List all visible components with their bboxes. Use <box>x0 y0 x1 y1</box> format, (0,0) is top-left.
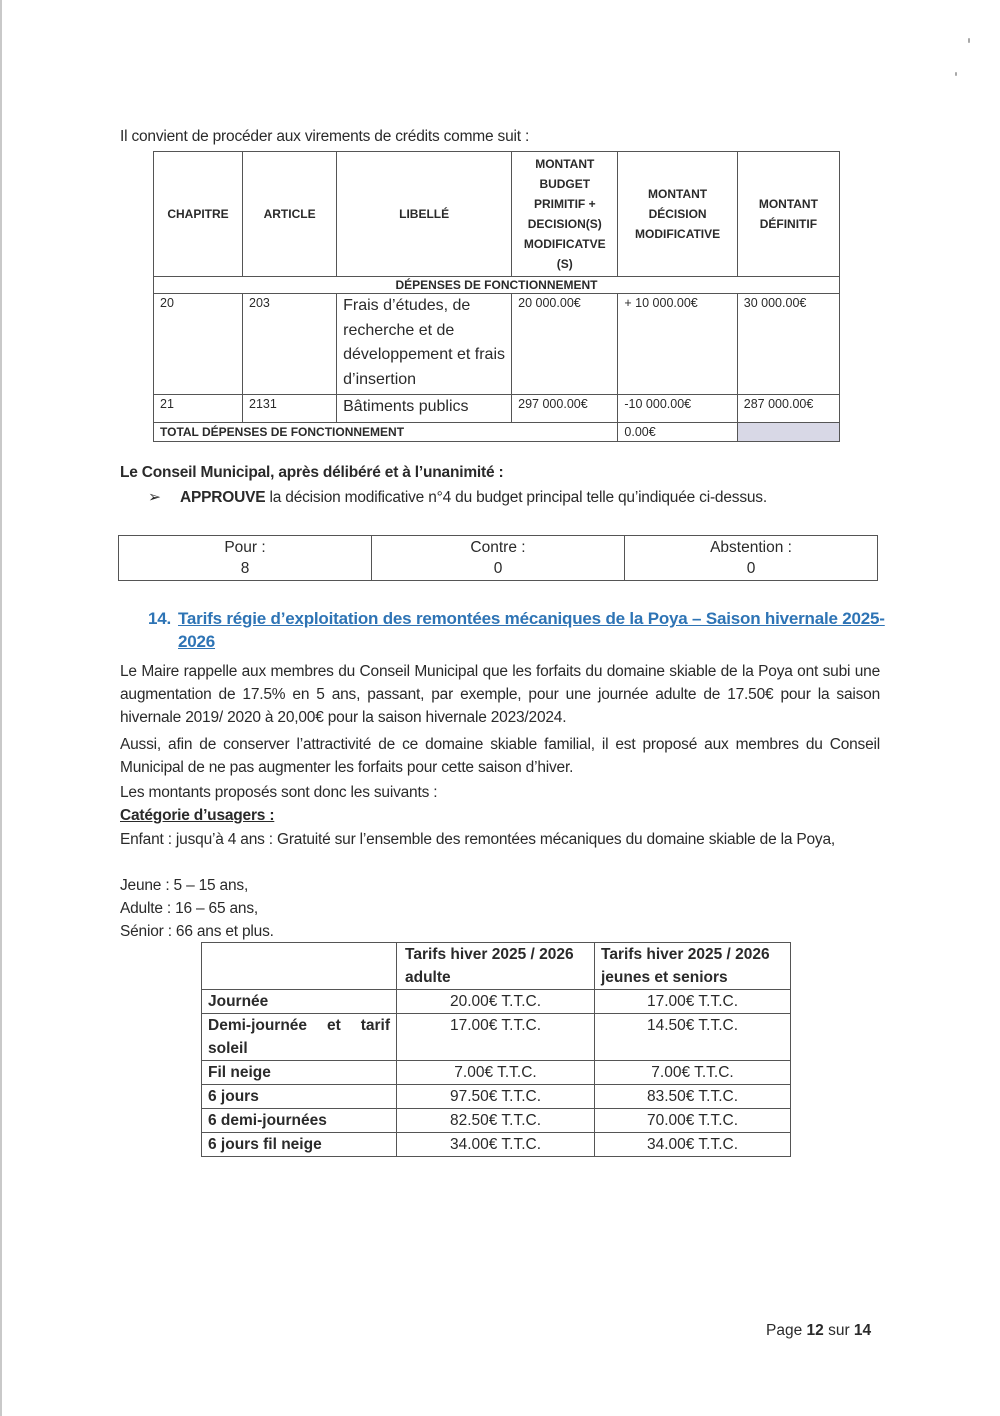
total-row <box>154 422 840 441</box>
vote-value: 0 <box>746 560 756 577</box>
total-label: TOTAL DÉPENSES DE FONCTIONNEMENT <box>154 422 618 441</box>
section-title-link[interactable]: Tarifs régie d’exploitation des remontées mécaniques de la Poya – Saison hivernale 2025-2026 <box>178 609 885 651</box>
scan-speck <box>968 38 970 43</box>
cell-montant-decision: + 10 000.00€ <box>618 294 737 395</box>
tarif-jeunes-seniors: 7.00€ T.T.C. <box>595 1061 791 1085</box>
header-jeunes-seniors: Tarifs hiver 2025 / 2026 jeunes et seniors <box>595 943 791 990</box>
usagers-heading: Catégorie d’usagers : <box>120 807 275 824</box>
page-number <box>766 1322 871 1340</box>
vote-label: Contre : <box>470 539 526 556</box>
approval-verb: APPROUVE <box>180 489 266 506</box>
header-chapitre: CHAPITRE <box>154 152 243 277</box>
paragraph-montants: Les montants proposés sont donc les suivants : <box>120 784 438 801</box>
page-prefix: Page <box>766 1322 807 1339</box>
council-statement: Le Conseil Municipal, après délibéré et à l’unanimité : <box>120 464 504 481</box>
table-row <box>202 1061 791 1085</box>
table-row <box>202 1109 791 1133</box>
usager-senior: Sénior : 66 ans et plus. <box>120 923 274 940</box>
scan-edge-artifact <box>0 0 2 1416</box>
tarif-label: Fil neige <box>202 1061 397 1085</box>
table-row <box>202 1014 791 1061</box>
tarif-jeunes-seniors: 70.00€ T.T.C. <box>595 1109 791 1133</box>
tarif-jeunes-seniors: 34.00€ T.T.C. <box>595 1133 791 1157</box>
tarif-adulte: 20.00€ T.T.C. <box>397 990 595 1014</box>
vote-value: 8 <box>240 560 250 577</box>
header-montant-budget: MONTANT BUDGET PRIMITIF + DECISION(S) MODIFICATVE (S) <box>512 152 618 277</box>
intro-text: Il convient de procéder aux virements de crédits comme suit : <box>120 128 530 145</box>
approval-line <box>148 488 767 507</box>
cell-chapitre: 20 <box>154 294 243 395</box>
cell-libelle: Bâtiments publics <box>337 395 512 423</box>
page-middle: sur <box>823 1322 854 1339</box>
table-row <box>202 990 791 1014</box>
header-blank <box>202 943 397 990</box>
table-row <box>202 1085 791 1109</box>
tarifs-table <box>201 942 791 1157</box>
header-article: ARTICLE <box>243 152 337 277</box>
header-montant-decision: MONTANT DÉCISION MODIFICATIVE <box>618 152 737 277</box>
table-row <box>154 395 840 423</box>
tarif-adulte: 97.50€ T.T.C. <box>397 1085 595 1109</box>
vote-abstention <box>625 536 878 581</box>
cell-montant-decision: -10 000.00€ <box>618 395 737 423</box>
cell-montant-definitif: 30 000.00€ <box>737 294 839 395</box>
cell-article: 203 <box>243 294 337 395</box>
arrow-bullet-icon: ➢ <box>148 489 161 506</box>
table-row <box>202 1133 791 1157</box>
section-number: 14. <box>148 609 172 628</box>
cell-article: 2131 <box>243 395 337 423</box>
tarif-label: 6 jours fil neige <box>202 1133 397 1157</box>
cell-montant-definitif: 287 000.00€ <box>737 395 839 423</box>
tarif-adulte: 7.00€ T.T.C. <box>397 1061 595 1085</box>
table-header-row <box>154 152 840 277</box>
table-header-row <box>202 943 791 990</box>
cell-montant-budget: 20 000.00€ <box>512 294 618 395</box>
vote-label: Pour : <box>224 539 266 556</box>
table-row <box>154 294 840 395</box>
tarif-adulte: 34.00€ T.T.C. <box>397 1133 595 1157</box>
vote-value: 0 <box>493 560 503 577</box>
usager-adulte: Adulte : 16 – 65 ans, <box>120 900 258 917</box>
tarif-adulte: 82.50€ T.T.C. <box>397 1109 595 1133</box>
cell-libelle: Frais d’études, de recherche et de développement et frais d’insertion <box>337 294 512 395</box>
tarif-label: 6 jours <box>202 1085 397 1109</box>
tarif-jeunes-seniors: 83.50€ T.T.C. <box>595 1085 791 1109</box>
header-libelle: LIBELLÉ <box>337 152 512 277</box>
vote-contre <box>372 536 625 581</box>
approval-text: la décision modificative n°4 du budget principal telle qu’indiquée ci-dessus. <box>265 489 767 506</box>
section-row <box>154 277 840 294</box>
header-adulte: Tarifs hiver 2025 / 2026 adulte <box>397 943 595 990</box>
scan-speck <box>955 72 957 76</box>
paragraph-attractivite: Aussi, afin de conserver l’attractivité de ce domaine skiable familial, il est proposé aux membres du Conseil Municipal de ne pas augmenter les forfaits pour cette saison d’hiver. <box>120 736 880 776</box>
tarif-label: 6 demi-journées <box>202 1109 397 1133</box>
tarif-jeunes-seniors: 14.50€ T.T.C. <box>595 1014 791 1061</box>
vote-pour <box>119 536 372 581</box>
vote-row <box>119 536 878 581</box>
total-value: 0.00€ <box>618 422 737 441</box>
header-montant-definitif: MONTANT DÉFINITIF <box>737 152 839 277</box>
total-empty-shaded-cell <box>737 422 839 441</box>
tarif-adulte: 17.00€ T.T.C. <box>397 1014 595 1061</box>
section-heading <box>148 607 888 653</box>
paragraph-maire: Le Maire rappelle aux membres du Conseil Municipal que les forfaits du domaine skiable de la Poya ont subi une augmentation de 17.5% en 5 ans, passant, par exemple, pour une journée adulte de 17.50€ pour la saison hivernale 2019/ 2020 à 20,00€ pour la saison hivernale 2023/2024. <box>120 663 880 726</box>
vote-results-table <box>118 535 878 581</box>
page-current: 12 <box>806 1322 824 1339</box>
section-label: DÉPENSES DE FONCTIONNEMENT <box>154 277 840 294</box>
vote-label: Abstention : <box>710 539 792 556</box>
tarif-jeunes-seniors: 17.00€ T.T.C. <box>595 990 791 1014</box>
credits-transfer-table <box>153 151 840 442</box>
usager-jeune: Jeune : 5 – 15 ans, <box>120 877 249 894</box>
tarif-label: Journée <box>202 990 397 1014</box>
page-total: 14 <box>853 1322 872 1339</box>
cell-montant-budget: 297 000.00€ <box>512 395 618 423</box>
usager-enfant: Enfant : jusqu’à 4 ans : Gratuité sur l’ensemble des remontées mécaniques du domaine skiable de la Poya, <box>120 831 836 848</box>
cell-chapitre: 21 <box>154 395 243 423</box>
tarif-label: Demi-journée et tarif soleil <box>202 1014 397 1061</box>
